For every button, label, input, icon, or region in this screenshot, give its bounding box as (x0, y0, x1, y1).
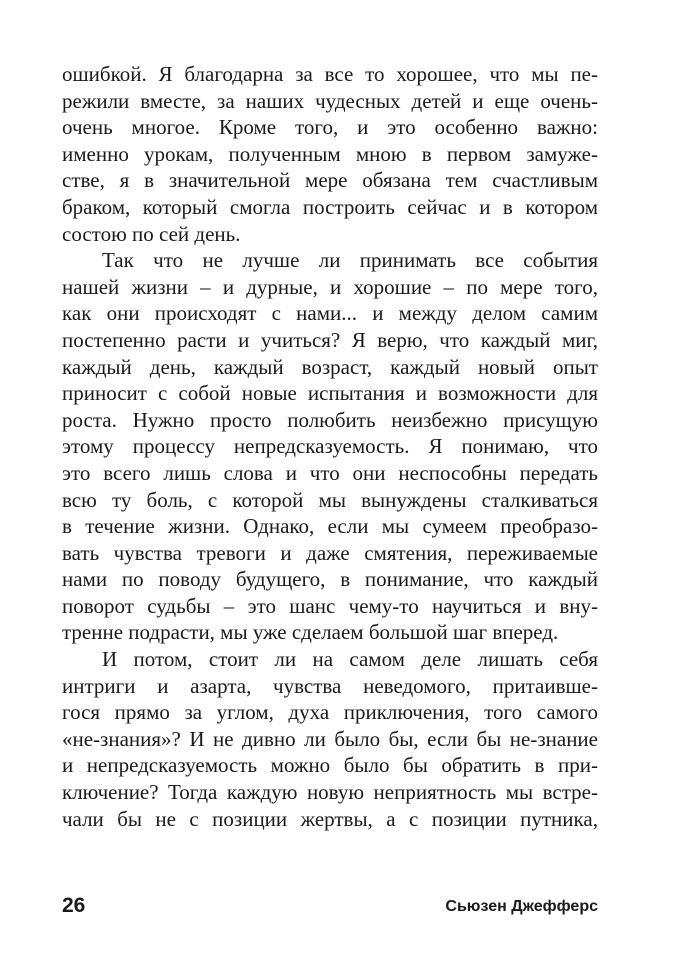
page-number: 26 (62, 894, 86, 917)
text-line: вать чувства тревоги и даже смятения, переживаемые (62, 540, 598, 565)
text-line: приносит с собой новые испытания и возможности для (62, 381, 598, 406)
text-line: и непредсказуемость можно было бы обратить в при- (62, 753, 598, 778)
text-line: браком, который смогла построить сейчас и в котором (62, 194, 598, 219)
paragraph-start-line: Так что не лучше ли принимать все события (102, 248, 598, 273)
text-line: поворот судьбы – это шанс чему-то научиться и вну- (62, 593, 598, 618)
text-line: роста. Нужно просто полюбить неизбежно присущую (62, 407, 598, 432)
text-line: состою по сей день. (62, 221, 241, 246)
text-line: стве, я в значительной мере обязана тем счастливым (62, 168, 598, 193)
running-footer-author: Сьюзен Джефферс (445, 898, 598, 915)
text-line: ключение? Тогда каждую новую неприятность мы встре- (62, 780, 598, 805)
text-line: интриги и азарта, чувства неведомого, притаивше- (62, 673, 598, 698)
text-line: как они происходят с нами... и между делом самим (62, 301, 598, 326)
text-line: постепенно расти и учиться? Я верю, что каждый миг, (62, 327, 598, 352)
body-text (62, 61, 598, 832)
text-line: режили вместе, за наших чудесных детей и еще очень- (62, 88, 598, 113)
text-line: ошибкой. Я благодарна за все то хорошее, что мы пе- (62, 62, 598, 86)
page-footer (62, 893, 598, 923)
paragraph-start-line: И потом, стоит ли на самом деле лишать себя (102, 647, 598, 672)
text-line: чали бы не с позиции жертвы, а с позиции путника, (62, 806, 598, 831)
text-line: в течение жизни. Однако, если мы сумеем преобразо- (62, 514, 598, 539)
text-line: очень многое. Кроме того, и это особенно важно: (62, 115, 598, 140)
text-line: нашей жизни – и дурные, и хорошие – по мере того, (62, 274, 598, 299)
text-line: этому процессу непредсказуемость. Я понимаю, что (62, 434, 598, 459)
text-line: нами по поводу будущего, в понимание, что каждый (62, 567, 598, 592)
text-line: тренне подрасти, мы уже сделаем большой шаг вперед. (62, 620, 559, 645)
text-line: каждый день, каждый возраст, каждый новый опыт (62, 354, 598, 379)
text-line: гося прямо за углом, духа приключения, того самого (62, 700, 598, 725)
text-line: именно урокам, полученным мною в первом замуже- (62, 141, 598, 166)
text-line: всю ту боль, с которой мы вынуждены сталкиваться (62, 487, 598, 512)
text-line: «не-знания»? И не дивно ли было бы, если бы не-знание (62, 726, 598, 751)
text-line: это всего лишь слова и что они неспособны передать (62, 460, 598, 485)
